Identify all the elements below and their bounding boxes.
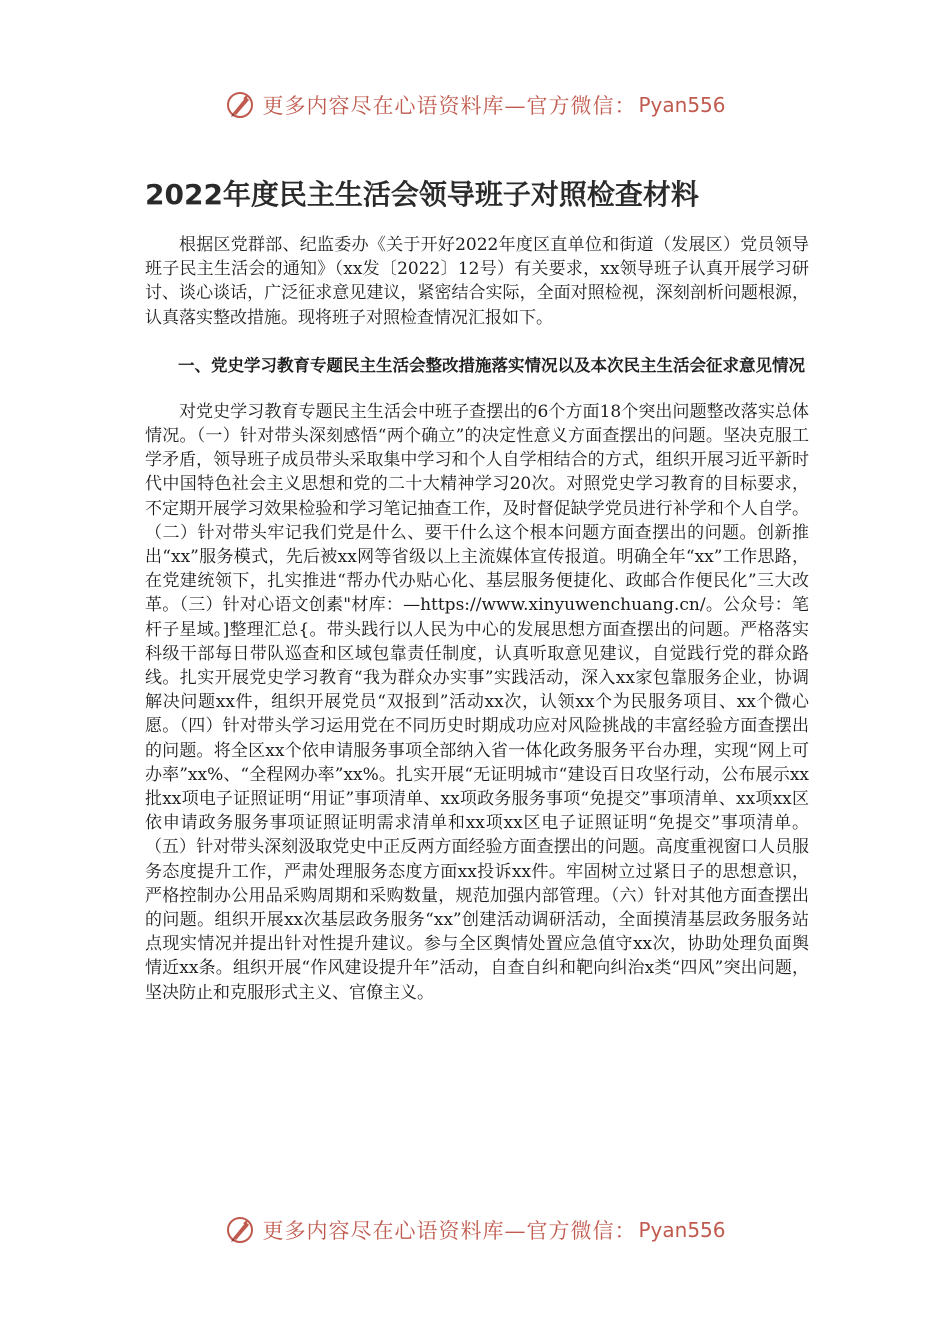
banner-text: 更多内容尽在心语资料库—官方微信：: [262, 94, 637, 118]
section-heading: 一、党史学习教育专题民主生活会整改措施落实情况以及本次民主生活会征求意见情况: [178, 355, 805, 375]
footer-watermark-banner: [0, 1210, 950, 1250]
quill-pen-logo-icon: [224, 89, 256, 121]
intro-paragraph: 根据区党群部、纪监委办《关于开好2022年度区直单位和街道（发展区）党员领导班子民主生活会的通知》（xx发〔2022〕12号）有关要求，xx领导班子认真开展学习研讨、谈心谈话，广泛征求意见建议，紧密结合实际，全面对照检视，深刻剖析问题根源，认真落实整改措施。现将班子对照检查情况汇报如下。: [145, 235, 809, 328]
document-title: 2022年度民主生活会领导班子对照检查材料: [145, 178, 699, 211]
banner-handle: Pyan556: [638, 93, 726, 117]
banner-handle: Pyan556: [638, 1218, 726, 1242]
banner-text: 更多内容尽在心语资料库—官方微信：: [262, 1219, 637, 1243]
document-body: [145, 233, 809, 1005]
body-paragraph: 对党史学习教育专题民主生活会中班子查摆出的6个方面18个突出问题整改落实总体情况。（一）针对带头深刻感悟“两个确立”的决定性意义方面查摆出的问题。坚决克服工学矛盾，领导班子成员带头采取集中学习和个人自学相结合的方式，组织开展习近平新时代中国特色社会主义思想和党的二十大精神学习20次。对照党史学习教育的目标要求，不定期开展学习效果检验和学习笔记抽查工作，及时督促缺学党员进行补学和个人自学。（二）针对带头牢记我们党是什么、要干什么这个根本问题方面查摆出的问题。创新推出“xx”服务模式，先后被xx网等省级以上主流媒体宣传报道。明确全年“xx”工作思路，在党建统领下，扎实推进“帮办代办贴心化、基层服务便捷化、政邮合作便民化”三大改革。（三）针对心语文创素"材库：—https://www.xinyuwenchuang.cn/。公众号：笔杆子星域。]整理汇总{。带头践行以人民为中心的发展思想方面查摆出的问题。严格落实科级干部每日带队巡查和区域包靠责任制度，认真听取意见建议，自觉践行党的群众路线。扎实开展党史学习教育“我为群众办实事”实践活动，深入xx家包靠服务企业，协调解决问题xx件，组织开展党员“双报到”活动xx次，认领xx个为民服务项目、xx个微心愿。（四）针对带头学习运用党在不同历史时期成功应对风险挑战的丰富经验方面查摆出的问题。将全区xx个依申请服务事项全部纳入省一体化政务服务平台办理，实现“网上可办率”xx%、“全程网办率”xx%。扎实开展“无证明城市“建设百日攻坚行动，公布展示xx批xx项电子证照证明“用证”事项清单、xx项政务服务事项“免提交”事项清单、xx项xx区依申请政务服务事项证照证明需求清单和xx项xx区电子证照证明“免提交”事项清单。（五）针对带头深刻汲取党史中正反两方面经验方面查摆出的问题。高度重视窗口人员服务态度提升工作，严肃处理服务态度方面xx投诉xx件。牢固树立过紧日子的思想意识，严格控制办公用品采购周期和采购数量，规范加强内部管理。（六）针对其他方面查摆出的问题。组织开展xx次基层政务服务“xx”创建活动调研活动，全面摸清基层政务服务站点现实情况并提出针对性提升建议。参与全区舆情处置应急值守xx次，协助处理负面舆情近xx条。组织开展“作风建设提升年”活动，自查自纠和靶向纠治x类“四风”突出问题，坚决防止和克服形式主义、官僚主义。: [145, 401, 809, 1003]
header-watermark-banner: [0, 85, 950, 125]
quill-pen-logo-icon: [224, 1214, 256, 1246]
